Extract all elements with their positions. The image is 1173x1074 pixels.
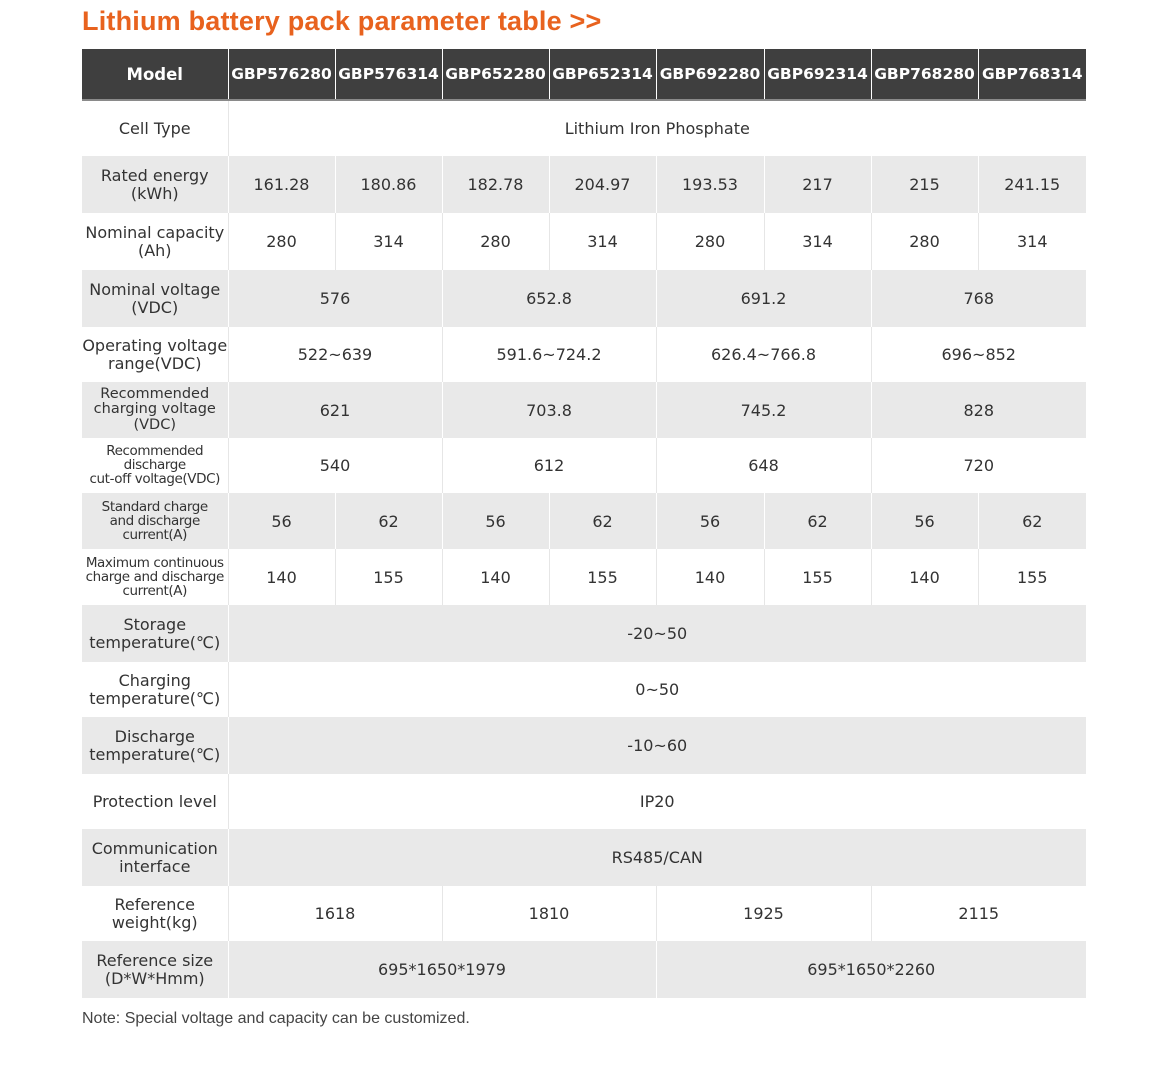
table-cell: -20~50: [228, 605, 1086, 662]
table-cell: 182.78: [442, 156, 549, 213]
model-header-cell: GBP768314: [978, 49, 1086, 100]
table-row: [82, 213, 1086, 270]
table-cell: 204.97: [549, 156, 656, 213]
table-cell: 626.4~766.8: [656, 327, 871, 382]
row-label: Storage temperature(℃): [82, 605, 228, 662]
table-row: [82, 327, 1086, 382]
model-header-cell: GBP652314: [549, 49, 656, 100]
table-cell: Lithium Iron Phosphate: [228, 100, 1086, 156]
table-cell: 56: [656, 493, 764, 549]
table-cell: 1618: [228, 886, 442, 941]
table-cell: 314: [335, 213, 442, 270]
row-label: Protection level: [82, 774, 228, 829]
table-cell: 695*1650*1979: [228, 941, 656, 998]
table-cell: 1810: [442, 886, 656, 941]
row-label: Reference size (D*W*Hmm): [82, 941, 228, 998]
table-cell: 155: [335, 549, 442, 605]
row-label: Operating voltage range(VDC): [82, 327, 228, 382]
table-row: [82, 549, 1086, 605]
model-header-cell: GBP576280: [228, 49, 335, 100]
table-cell: 155: [549, 549, 656, 605]
table-cell: 576: [228, 270, 442, 327]
table-cell: 56: [228, 493, 335, 549]
table-cell: 522~639: [228, 327, 442, 382]
table-cell: 540: [228, 438, 442, 493]
table-cell: IP20: [228, 774, 1086, 829]
table-cell: 695*1650*2260: [656, 941, 1086, 998]
table-row: [82, 717, 1086, 774]
table-cell: 280: [871, 213, 978, 270]
row-label: Maximum continuous charge and discharge current(A): [82, 549, 228, 605]
model-header-cell: GBP692314: [764, 49, 871, 100]
table-cell: 652.8: [442, 270, 656, 327]
row-label: Recommended charging voltage (VDC): [82, 382, 228, 438]
table-row: [82, 941, 1086, 998]
table-cell: RS485/CAN: [228, 829, 1086, 886]
table-cell: 1925: [656, 886, 871, 941]
table-row: [82, 438, 1086, 493]
page-title: Lithium battery pack parameter table >>: [82, 6, 602, 36]
table-cell: 314: [978, 213, 1086, 270]
table-cell: 828: [871, 382, 1086, 438]
model-header: Model: [82, 49, 228, 100]
row-label: Nominal capacity (Ah): [82, 213, 228, 270]
header-row: [82, 49, 1086, 100]
table-cell: 193.53: [656, 156, 764, 213]
table-row: [82, 829, 1086, 886]
table-cell: 241.15: [978, 156, 1086, 213]
table-cell: 314: [764, 213, 871, 270]
table-cell: 62: [549, 493, 656, 549]
row-label: Charging temperature(℃): [82, 662, 228, 717]
table-cell: -10~60: [228, 717, 1086, 774]
table-cell: 161.28: [228, 156, 335, 213]
table-cell: 720: [871, 438, 1086, 493]
table-cell: 56: [871, 493, 978, 549]
table-cell: 180.86: [335, 156, 442, 213]
table-row: [82, 493, 1086, 549]
table-cell: 768: [871, 270, 1086, 327]
table-cell: 140: [656, 549, 764, 605]
row-label: Rated energy (kWh): [82, 156, 228, 213]
table-row: [82, 662, 1086, 717]
table-row: [82, 774, 1086, 829]
table-cell: 62: [764, 493, 871, 549]
table-cell: 62: [978, 493, 1086, 549]
table-cell: 140: [442, 549, 549, 605]
table-cell: 591.6~724.2: [442, 327, 656, 382]
row-label: Cell Type: [82, 100, 228, 156]
table-cell: 703.8: [442, 382, 656, 438]
table-cell: 691.2: [656, 270, 871, 327]
table-row: [82, 605, 1086, 662]
table-cell: 745.2: [656, 382, 871, 438]
table-cell: 280: [228, 213, 335, 270]
table-cell: 280: [656, 213, 764, 270]
table-cell: 155: [978, 549, 1086, 605]
table-row: [82, 886, 1086, 941]
row-label: Standard charge and discharge current(A): [82, 493, 228, 549]
model-header-cell: GBP692280: [656, 49, 764, 100]
table-row: [82, 156, 1086, 213]
table-cell: 155: [764, 549, 871, 605]
table-cell: 0~50: [228, 662, 1086, 717]
row-label: Reference weight(kg): [82, 886, 228, 941]
model-header-cell: GBP652280: [442, 49, 549, 100]
table-cell: 217: [764, 156, 871, 213]
table-cell: 621: [228, 382, 442, 438]
table-cell: 696~852: [871, 327, 1086, 382]
table-cell: 280: [442, 213, 549, 270]
table-row: [82, 100, 1086, 156]
parameter-table: [82, 49, 1086, 998]
table-cell: 314: [549, 213, 656, 270]
table-row: [82, 270, 1086, 327]
row-label: Recommended discharge cut-off voltage(VDC): [82, 438, 228, 493]
table-cell: 215: [871, 156, 978, 213]
row-label: Discharge temperature(℃): [82, 717, 228, 774]
footnote: Note: Special voltage and capacity can be customized.: [82, 1010, 470, 1027]
model-header-cell: GBP576314: [335, 49, 442, 100]
row-label: Communication interface: [82, 829, 228, 886]
table-cell: 140: [228, 549, 335, 605]
table-row: [82, 382, 1086, 438]
table-cell: 56: [442, 493, 549, 549]
table-cell: 2115: [871, 886, 1086, 941]
model-header-cell: GBP768280: [871, 49, 978, 100]
table-cell: 612: [442, 438, 656, 493]
table-cell: 648: [656, 438, 871, 493]
table-cell: 140: [871, 549, 978, 605]
table-cell: 62: [335, 493, 442, 549]
row-label: Nominal voltage (VDC): [82, 270, 228, 327]
